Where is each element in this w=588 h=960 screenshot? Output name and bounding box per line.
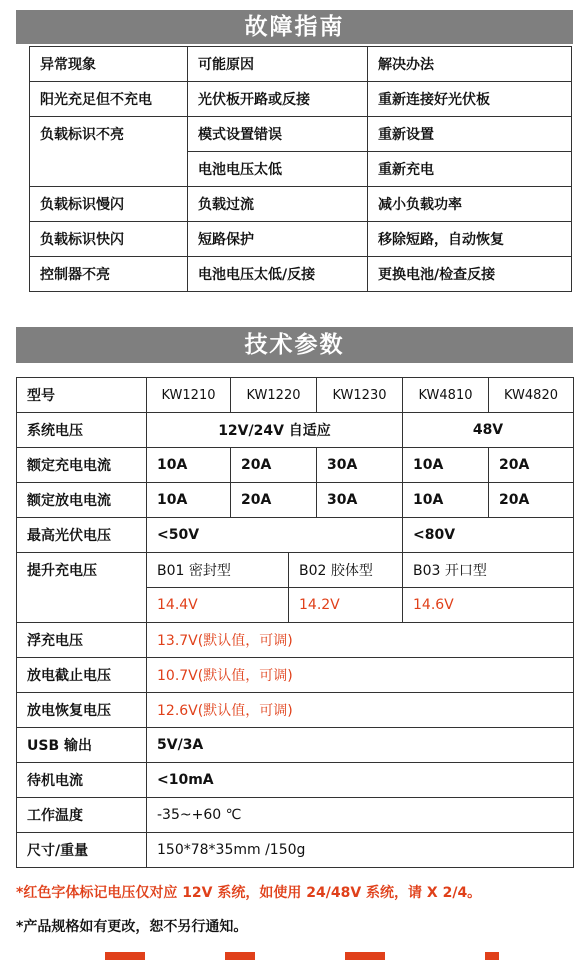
model-label: 型号 xyxy=(17,378,147,413)
model-cell: KW4810 xyxy=(403,378,489,413)
value-cell: 10A xyxy=(403,448,489,483)
value-cell: 20A xyxy=(489,448,574,483)
battery-type-cell: B02 胶体型 xyxy=(289,553,403,588)
usb-output-row xyxy=(17,728,574,763)
red-value-cell: 10.7V(默认值，可调) xyxy=(147,658,574,693)
fault-guide-table xyxy=(29,46,572,292)
solution-cell: 减小负载功率 xyxy=(368,187,572,222)
discharge-cutoff-row xyxy=(17,658,574,693)
battery-type-cell: B01 密封型 xyxy=(147,553,289,588)
table-row xyxy=(30,82,572,117)
value-cell: 48V xyxy=(403,413,574,448)
model-cell: KW4820 xyxy=(489,378,574,413)
cause-cell: 模式设置错误 xyxy=(188,117,368,152)
solution-cell: 重新充电 xyxy=(368,152,572,187)
row-label: 放电恢复电压 xyxy=(17,693,147,728)
value-cell: 5V/3A xyxy=(147,728,574,763)
model-row xyxy=(17,378,574,413)
red-value-cell: 14.4V xyxy=(147,588,289,623)
red-value-cell: 14.6V xyxy=(403,588,574,623)
value-cell: 20A xyxy=(231,448,317,483)
table-row xyxy=(30,117,572,152)
symptom-cell: 阳光充足但不充电 xyxy=(30,82,188,117)
row-label: 工作温度 xyxy=(17,798,147,833)
size-weight-row xyxy=(17,833,574,868)
value-cell: 20A xyxy=(231,483,317,518)
value-cell: <50V xyxy=(147,518,403,553)
value-cell: 12V/24V 自适应 xyxy=(147,413,403,448)
operating-temp-row xyxy=(17,798,574,833)
solution-cell: 重新设置 xyxy=(368,117,572,152)
spec-change-note: *产品规格如有更改，恕不另行通知。 xyxy=(16,919,248,935)
battery-type-cell: B03 开口型 xyxy=(403,553,574,588)
table-row xyxy=(30,222,572,257)
row-label: 浮充电压 xyxy=(17,623,147,658)
symptom-cell: 负载标识快闪 xyxy=(30,222,188,257)
red-value-cell: 14.2V xyxy=(289,588,403,623)
row-label: 最高光伏电压 xyxy=(17,518,147,553)
row-label: 放电截止电压 xyxy=(17,658,147,693)
symptom-cell: 负载标识慢闪 xyxy=(30,187,188,222)
cause-cell: 电池电压太低/反接 xyxy=(188,257,368,292)
symptom-cell: 负载标识不亮 xyxy=(30,117,188,187)
row-label: 额定充电电流 xyxy=(17,448,147,483)
float-voltage-row xyxy=(17,623,574,658)
solution-cell: 更换电池/检查反接 xyxy=(368,257,572,292)
value-cell: 10A xyxy=(147,448,231,483)
red-value-cell: 13.7V(默认值，可调) xyxy=(147,623,574,658)
fault-guide-title: 故障指南 xyxy=(16,10,573,44)
table-header-row xyxy=(30,47,572,82)
tech-params-table xyxy=(16,377,574,868)
symptom-cell: 控制器不亮 xyxy=(30,257,188,292)
solution-cell: 重新连接好光伏板 xyxy=(368,82,572,117)
standby-current-row xyxy=(17,763,574,798)
value-cell: 10A xyxy=(147,483,231,518)
value-cell: 20A xyxy=(489,483,574,518)
row-label: 尺寸/重量 xyxy=(17,833,147,868)
system-voltage-row xyxy=(17,413,574,448)
max-pv-voltage-row xyxy=(17,518,574,553)
row-label: USB 输出 xyxy=(17,728,147,763)
value-cell: -35~+60 ℃ xyxy=(147,798,574,833)
discharge-recovery-row xyxy=(17,693,574,728)
row-label: 系统电压 xyxy=(17,413,147,448)
table-row xyxy=(30,187,572,222)
value-cell: <10mA xyxy=(147,763,574,798)
discharge-current-row xyxy=(17,483,574,518)
cause-cell: 负载过流 xyxy=(188,187,368,222)
cause-cell: 短路保护 xyxy=(188,222,368,257)
table-row xyxy=(30,257,572,292)
red-value-cell: 12.6V(默认值，可调) xyxy=(147,693,574,728)
header-cause: 可能原因 xyxy=(188,47,368,82)
value-cell: 10A xyxy=(403,483,489,518)
row-label: 待机电流 xyxy=(17,763,147,798)
red-voltage-note: *红色字体标记电压仅对应 12V 系统，如使用 24/48V 系统，请 X 2/4。 xyxy=(16,885,482,901)
value-cell: 30A xyxy=(317,483,403,518)
model-cell: KW1220 xyxy=(231,378,317,413)
model-cell: KW1210 xyxy=(147,378,231,413)
charge-current-row xyxy=(17,448,574,483)
cause-cell: 电池电压太低 xyxy=(188,152,368,187)
value-cell: <80V xyxy=(403,518,574,553)
boost-voltage-type-row xyxy=(17,553,574,588)
row-label: 额定放电电流 xyxy=(17,483,147,518)
tech-params-title: 技术参数 xyxy=(16,327,573,363)
header-solution: 解决办法 xyxy=(368,47,572,82)
row-label: 提升充电压 xyxy=(17,553,147,623)
value-cell: 150*78*35mm /150g xyxy=(147,833,574,868)
solution-cell: 移除短路，自动恢复 xyxy=(368,222,572,257)
model-cell: KW1230 xyxy=(317,378,403,413)
cause-cell: 光伏板开路或反接 xyxy=(188,82,368,117)
header-symptom: 异常现象 xyxy=(30,47,188,82)
value-cell: 30A xyxy=(317,448,403,483)
